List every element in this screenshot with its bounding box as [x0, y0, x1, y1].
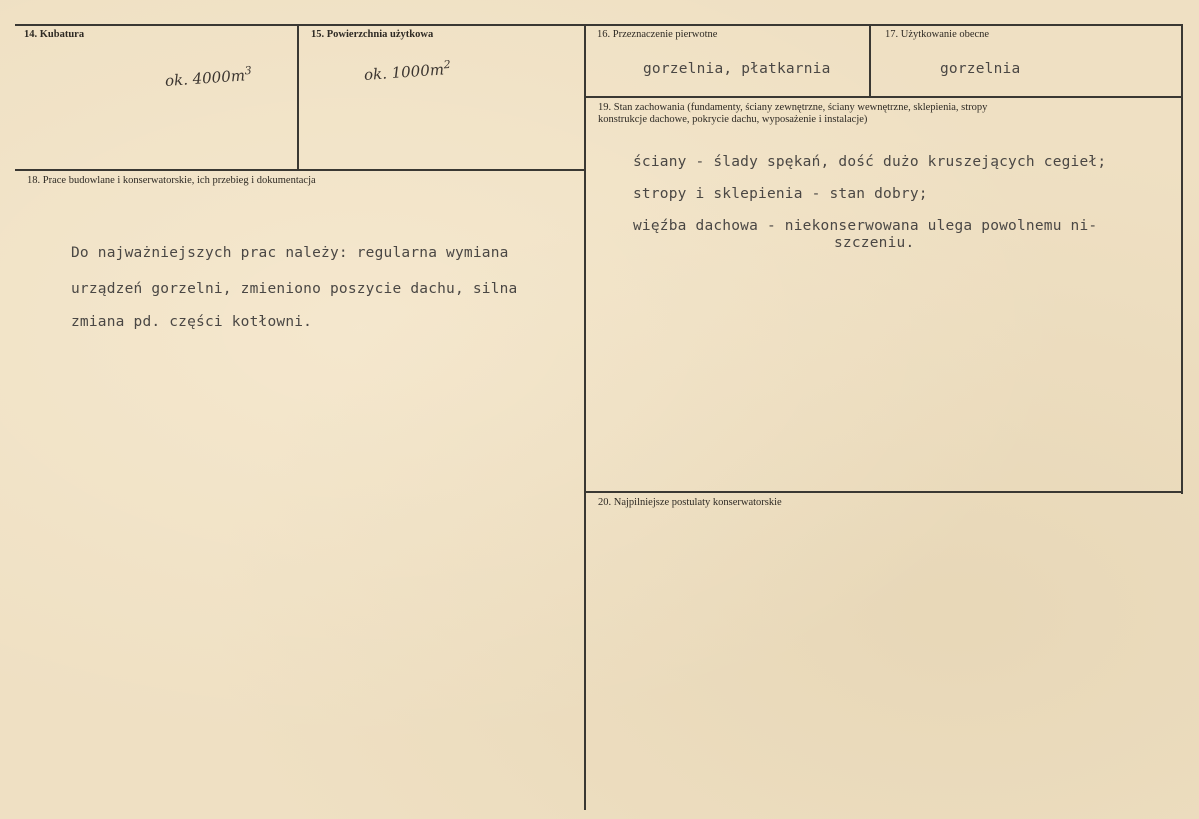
field-19-line-3: więźba dachowa - niekonserwowana ulega powolnemu ni-	[633, 218, 1098, 234]
field-14-value-text: ok. 4000m	[164, 66, 246, 90]
field-15-value-text: ok. 1000m	[363, 60, 445, 84]
row-divider-left	[15, 169, 586, 171]
column-divider-1	[297, 24, 299, 170]
right-border	[1181, 24, 1183, 494]
field-14-label: 14. Kubatura	[24, 29, 85, 40]
column-divider-3	[869, 24, 871, 97]
field-18-line-2: urządzeń gorzelni, zmieniono poszycie dachu, silna	[71, 281, 518, 297]
field-18-label: 18. Prace budowlane i konserwatorskie, ich przebieg i dokumentacja	[27, 175, 316, 186]
field-15-value	[363, 58, 451, 84]
field-19-label-line-1: 19. Stan zachowania (fundamenty, ściany zewnętrzne, ściany wewnętrzne, sklepienia, stropy	[598, 102, 988, 113]
field-16-label: 16. Przeznaczenie pierwotne	[597, 29, 718, 40]
field-15-label: 15. Powierzchnia użytkowa	[311, 29, 434, 40]
field-17-value: gorzelnia	[940, 61, 1021, 77]
field-18-line-3: zmiana pd. części kotłowni.	[71, 314, 313, 330]
field-18-line-1: Do najważniejszych prac należy: regularna wymiana	[71, 245, 509, 261]
field-19-line-1: ściany - ślady spękań, dość dużo kruszejących cegieł;	[633, 154, 1107, 170]
field-19-label-line-2: konstrukcje dachowe, pokrycie dachu, wyposażenie i instalacje)	[598, 114, 868, 125]
field-19-line-4: szczeniu.	[834, 235, 915, 251]
field-17-label: 17. Użytkowanie obecne	[885, 29, 990, 40]
field-16-value: gorzelnia, płatkarnia	[643, 61, 831, 77]
field-19-line-2: stropy i sklepienia - stan dobry;	[633, 186, 928, 202]
row-divider-right-bottom	[586, 491, 1182, 493]
row-divider-right-top	[586, 96, 1182, 98]
column-divider-center	[584, 24, 586, 810]
field-14-value-exponent: 3	[244, 63, 253, 78]
field-14-value	[164, 64, 252, 90]
field-15-value-exponent: 2	[443, 57, 452, 72]
top-border	[15, 24, 1183, 26]
field-20-label: 20. Najpilniejsze postulaty konserwatorskie	[598, 497, 782, 508]
